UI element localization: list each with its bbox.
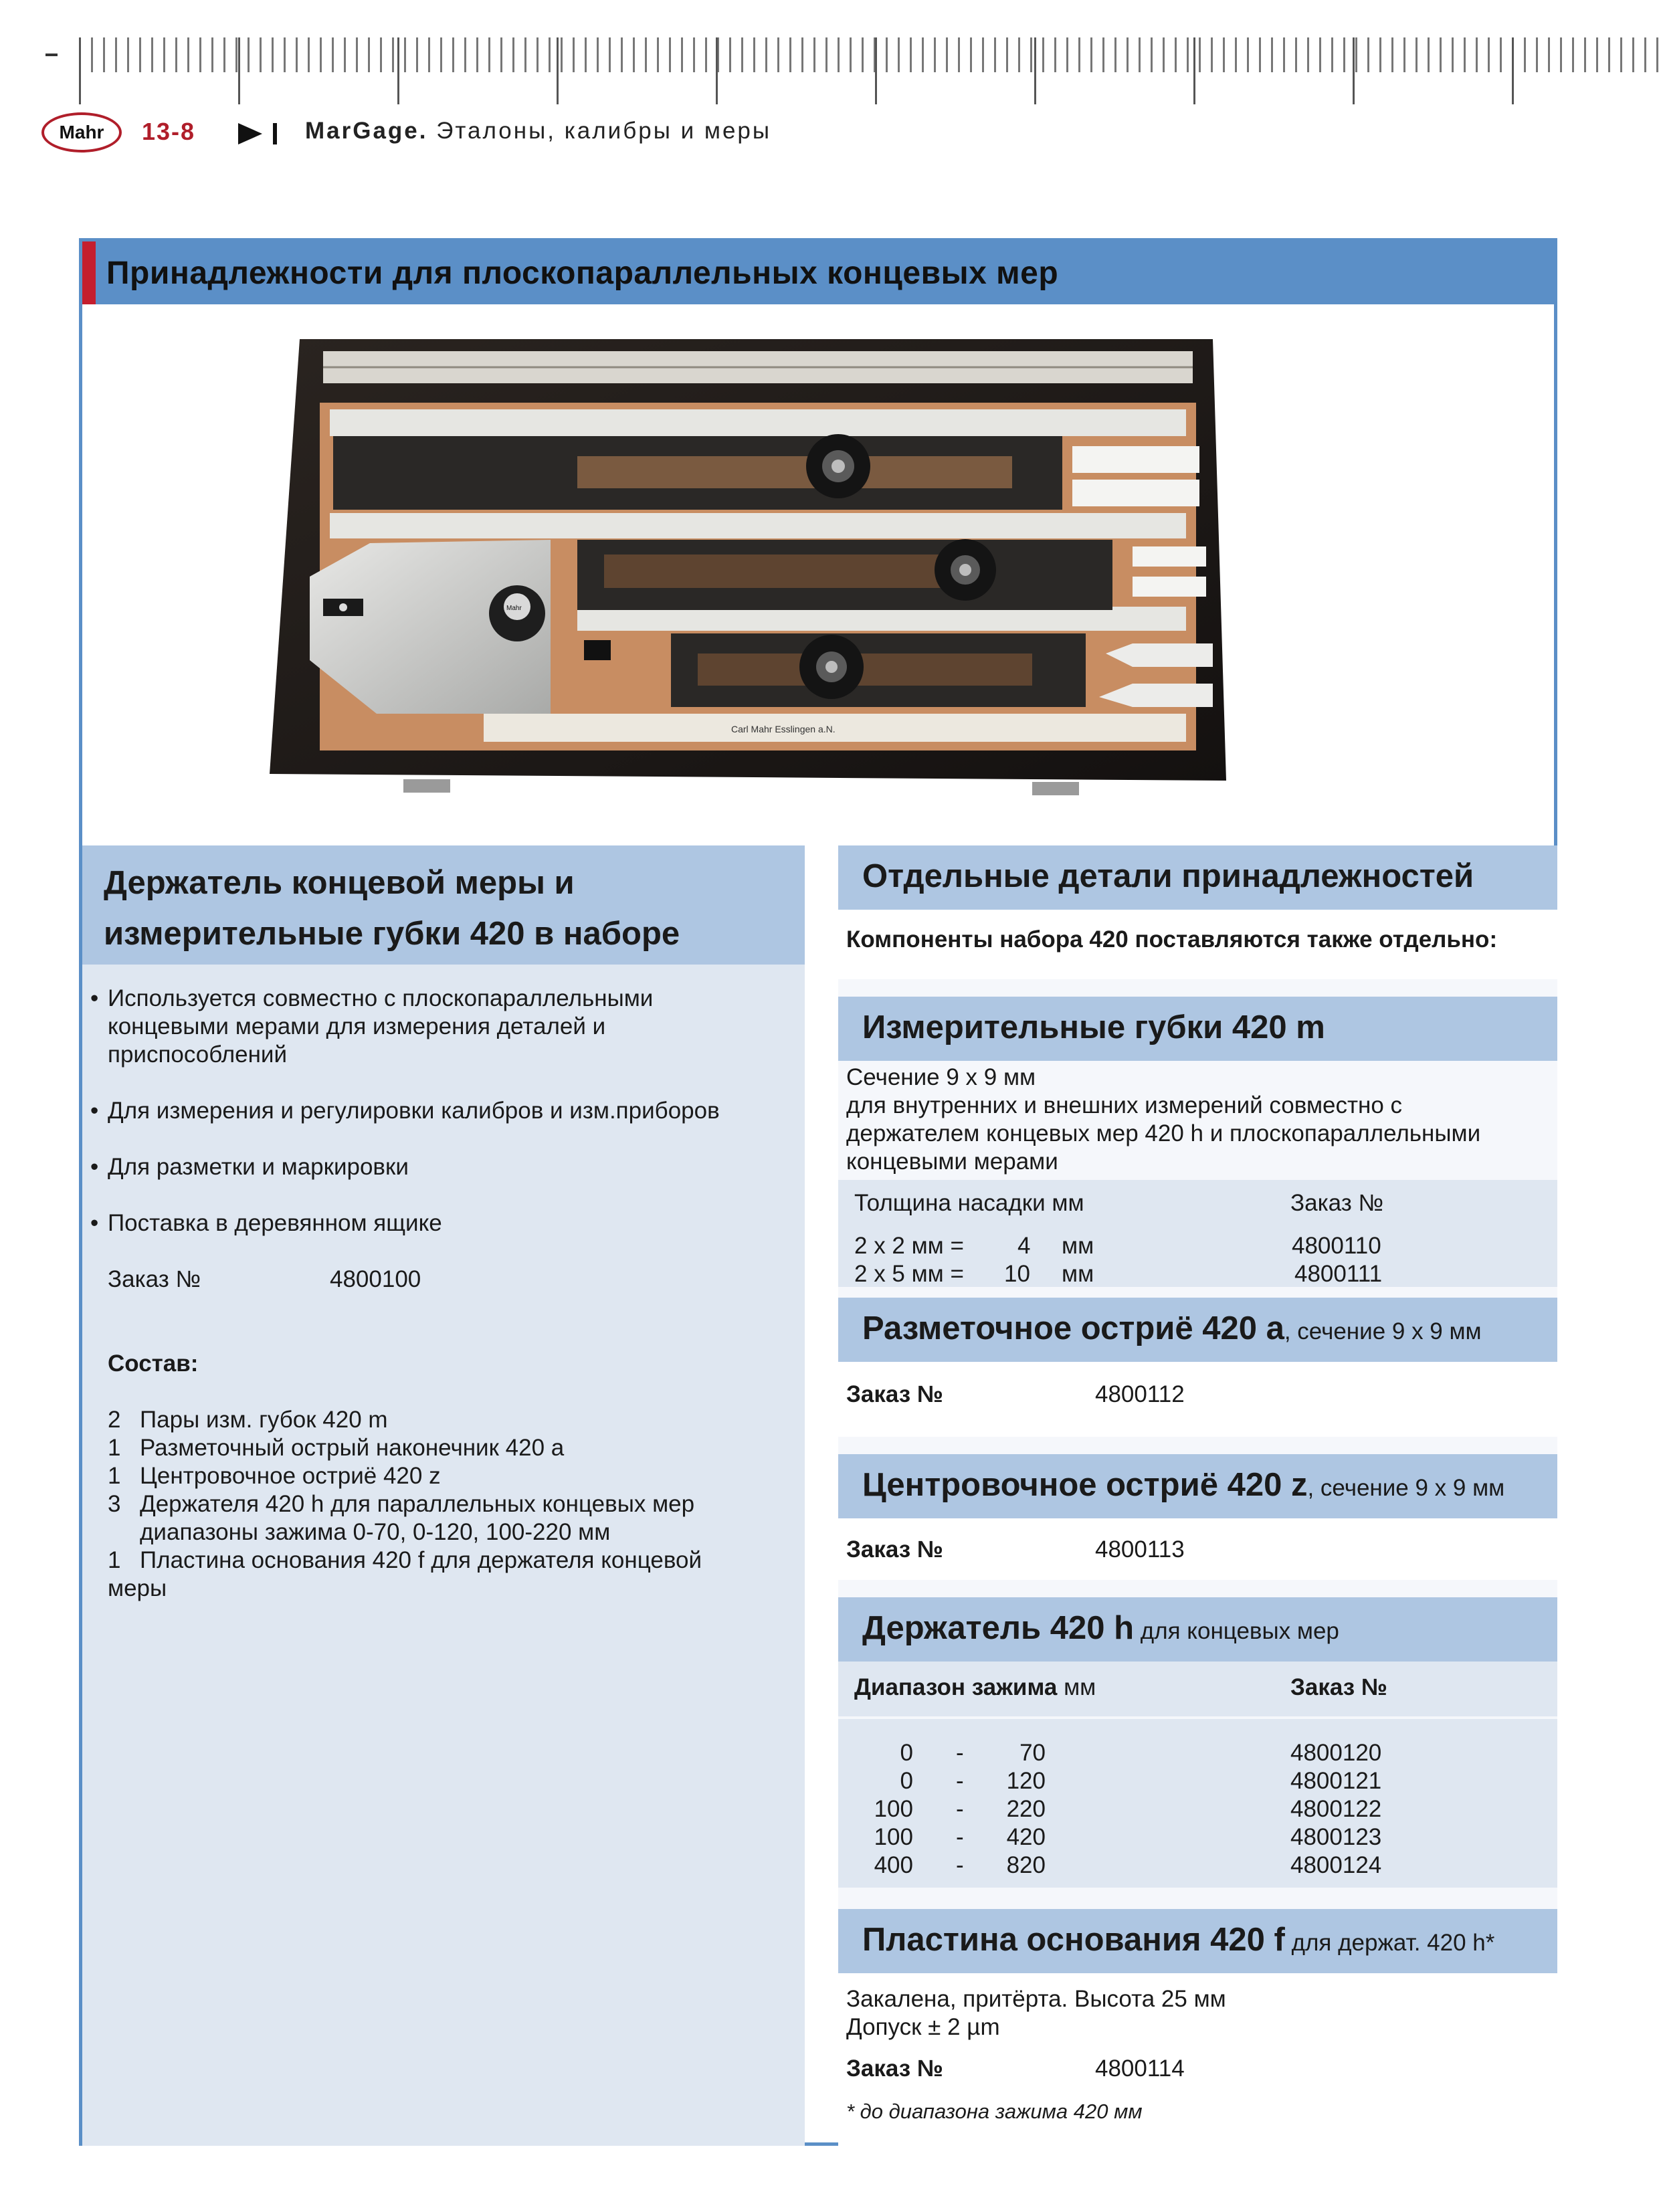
composition-text: Пластина основания 420 f для держателя концевой xyxy=(140,1547,702,1573)
parts-note: Компоненты набора 420 поставляются также отдельно: xyxy=(846,926,1498,952)
parts-title-bar xyxy=(838,845,1557,910)
scriber-title-bar xyxy=(838,1298,1557,1362)
page-number: 13-8 xyxy=(142,118,196,145)
set-title-bar xyxy=(82,845,805,965)
composition-text: Держателя 420 h для параллельных концевых мер xyxy=(140,1491,695,1517)
order-label: Заказ № xyxy=(108,1266,201,1292)
holder-table xyxy=(838,1719,1557,1888)
composition-item xyxy=(90,1462,799,1490)
scriber-spec: , сечение 9 x 9 мм xyxy=(1284,1318,1482,1344)
scriber-title xyxy=(862,1310,1482,1347)
bullet-mark: • xyxy=(90,1154,99,1180)
holder-cell-to: 220 xyxy=(1006,1796,1046,1822)
base-plate-title xyxy=(862,1921,1494,1958)
base-plate-panel xyxy=(838,1973,1557,2146)
composition-qty: 2 xyxy=(108,1407,121,1433)
holder-cell-dash: - xyxy=(956,1768,964,1794)
holder-cell-to: 420 xyxy=(1006,1824,1046,1850)
jaws-description xyxy=(846,1064,1480,1176)
composition-item xyxy=(90,1434,799,1462)
holder-cell-to: 70 xyxy=(1019,1740,1046,1766)
holder-name: Держатель 420 h xyxy=(862,1610,1135,1646)
holder-cell-order: 4800124 xyxy=(1290,1852,1382,1878)
section-name: Эталоны, калибры и меры xyxy=(436,118,772,144)
center-point-panel xyxy=(838,1518,1557,1580)
holder-cell-dash: - xyxy=(956,1824,964,1850)
bullet-text: Для разметки и маркировки xyxy=(108,1154,409,1180)
bullet-mark: • xyxy=(90,985,99,1011)
bullet-item xyxy=(90,1153,799,1181)
composition-text: Пары изм. губок 420 m xyxy=(140,1407,388,1433)
holder-cell-order: 4800122 xyxy=(1290,1796,1382,1822)
holder-title xyxy=(862,1609,1339,1647)
bullet-text: Используется совместно с плоскопараллельными xyxy=(108,985,654,1011)
holder-col-range: Диапазон зажима xyxy=(854,1674,1058,1700)
composition-qty: 1 xyxy=(108,1547,121,1573)
composition-text: Центровочное остриё 420 z xyxy=(140,1463,441,1489)
ruler-major-ticks xyxy=(79,37,1659,104)
jaws-cell-order: 4800110 xyxy=(1292,1233,1381,1259)
order-label: Заказ № xyxy=(846,2055,943,2082)
jaws-desc-line: концевыми мерами xyxy=(846,1148,1058,1175)
composition-item xyxy=(90,1490,799,1546)
order-label: Заказ № xyxy=(846,1381,943,1407)
bullet-mark: • xyxy=(90,1210,99,1236)
set-body xyxy=(90,985,799,1603)
set-title xyxy=(104,858,680,959)
holder-col-unit: мм xyxy=(1057,1674,1096,1700)
logo-text: Mahr xyxy=(59,122,104,142)
holder-cell-from: 0 xyxy=(900,1768,913,1794)
jaws-desc-line: для внутренних и внешних измерений совместно с xyxy=(846,1092,1403,1118)
bullet-mark: • xyxy=(90,1098,99,1124)
jaws-title-bar xyxy=(838,997,1557,1061)
bullet-text: концевыми мерами для измерения деталей и xyxy=(108,1013,606,1039)
product-photo xyxy=(263,339,1253,807)
holder-cell-from: 400 xyxy=(874,1852,913,1878)
set-title-line2: измерительные губки 420 в наборе xyxy=(104,916,680,952)
jaws-col-order: Заказ № xyxy=(1290,1190,1384,1216)
center-point-name: Центровочное остриё 420 z xyxy=(862,1467,1308,1503)
holder-col-order: Заказ № xyxy=(1290,1674,1387,1700)
order-label: Заказ № xyxy=(846,1536,943,1563)
bullet-item xyxy=(90,1209,799,1237)
holder-cell-to: 820 xyxy=(1006,1852,1046,1878)
play-arrow-icon xyxy=(238,120,285,147)
jaws-cell-unit: мм xyxy=(1062,1233,1094,1259)
bullet-text: Для измерения и регулировки калибров и изм.приборов xyxy=(108,1098,720,1124)
jaws-title: Измерительные губки 420 m xyxy=(862,1009,1325,1045)
footnote: * до диапазона зажима 420 мм xyxy=(846,2100,1143,2123)
composition-text: диапазоны зажима 0-70, 0-120, 100-220 мм xyxy=(140,1519,611,1545)
case-label: Carl Mahr Esslingen a.N. xyxy=(731,724,836,734)
holder-cell-dash: - xyxy=(956,1796,964,1822)
holder-cell-to: 120 xyxy=(1006,1768,1046,1794)
bullet-item xyxy=(90,985,799,1069)
composition-text: меры xyxy=(108,1575,167,1601)
holder-cell-dash: - xyxy=(956,1740,964,1766)
scriber-name: Разметочное остриё 420 a xyxy=(862,1310,1284,1346)
set-description-panel xyxy=(82,845,805,2146)
composition-qty: 1 xyxy=(108,1435,121,1461)
order-number: 4800113 xyxy=(1095,1536,1185,1563)
base-plate-tolerance: Допуск ± 2 µm xyxy=(846,2014,1000,2040)
banner xyxy=(82,241,1554,304)
set-title-line1: Держатель концевой меры и xyxy=(104,865,575,901)
order-number: 4800112 xyxy=(1095,1381,1185,1407)
banner-accent xyxy=(82,241,96,304)
bullet-text: Поставка в деревянном ящике xyxy=(108,1210,442,1236)
holder-cell-order: 4800120 xyxy=(1290,1740,1382,1766)
composition-qty: 3 xyxy=(108,1491,121,1517)
brand-name: MarGage. xyxy=(305,118,428,144)
composition-item xyxy=(90,1546,799,1575)
plate-logo: Mahr xyxy=(506,605,522,612)
jaws-table xyxy=(838,1180,1557,1287)
mahr-logo xyxy=(41,112,122,153)
scriber-panel xyxy=(838,1362,1557,1437)
holder-cell-from: 100 xyxy=(874,1824,913,1850)
holder-table-head xyxy=(838,1662,1557,1716)
holder-title-bar xyxy=(838,1597,1557,1662)
parts-title: Отдельные детали принадлежностей xyxy=(862,858,1474,894)
base-plate-title-bar xyxy=(838,1909,1557,1973)
jaws-desc-line: Сечение 9 x 9 мм xyxy=(846,1064,1036,1090)
base-plate-desc: Закалена, притёрта. Высота 25 мм xyxy=(846,1986,1226,2012)
order-number: 4800100 xyxy=(330,1266,421,1292)
bullet-item xyxy=(90,1097,799,1125)
holder-cell-dash: - xyxy=(956,1852,964,1878)
page-ruler xyxy=(79,37,1659,104)
bullet-text: приспособлений xyxy=(108,1041,288,1068)
composition-item xyxy=(90,1406,799,1434)
composition-text: Разметочный острый наконечник 420 a xyxy=(140,1435,565,1461)
jaws-cell-size: 2 x 2 мм = xyxy=(854,1233,964,1259)
holder-cell-order: 4800123 xyxy=(1290,1824,1382,1850)
base-plate-spec: для держат. 420 h* xyxy=(1284,1930,1495,1956)
jaws-cell-value: 10 xyxy=(1004,1261,1030,1287)
composition-title: Состав: xyxy=(108,1350,199,1377)
jaws-cell-unit: мм xyxy=(1062,1261,1094,1287)
center-point-spec: , сечение 9 x 9 мм xyxy=(1307,1475,1505,1501)
holder-cell-order: 4800121 xyxy=(1290,1768,1382,1794)
jaws-cell-order: 4800111 xyxy=(1294,1261,1383,1287)
center-point-title-bar xyxy=(838,1454,1557,1518)
jaws-desc-line: держателем концевых мер 420 h и плоскопараллельными xyxy=(846,1120,1481,1146)
composition-qty: 1 xyxy=(108,1463,121,1489)
jaws-col-thickness: Толщина насадки мм xyxy=(854,1190,1084,1216)
ruler-dash xyxy=(45,54,58,56)
holder-spec: для концевых мер xyxy=(1134,1618,1339,1644)
banner-title: Принадлежности для плоскопараллельных концевых мер xyxy=(106,256,1059,291)
holder-cell-from: 100 xyxy=(874,1796,913,1822)
jaws-cell-value: 4 xyxy=(1017,1233,1031,1259)
set-order xyxy=(90,1266,799,1294)
holder-cell-from: 0 xyxy=(900,1740,913,1766)
center-point-title xyxy=(862,1466,1504,1504)
section-header xyxy=(305,118,771,144)
jaws-cell-size: 2 x 5 мм = xyxy=(854,1261,964,1287)
main-panel xyxy=(79,238,1557,2146)
base-plate-name: Пластина основания 420 f xyxy=(862,1922,1285,1958)
parts-panel xyxy=(838,845,1557,2146)
parts-note-panel xyxy=(838,910,1557,979)
order-number: 4800114 xyxy=(1095,2055,1185,2082)
